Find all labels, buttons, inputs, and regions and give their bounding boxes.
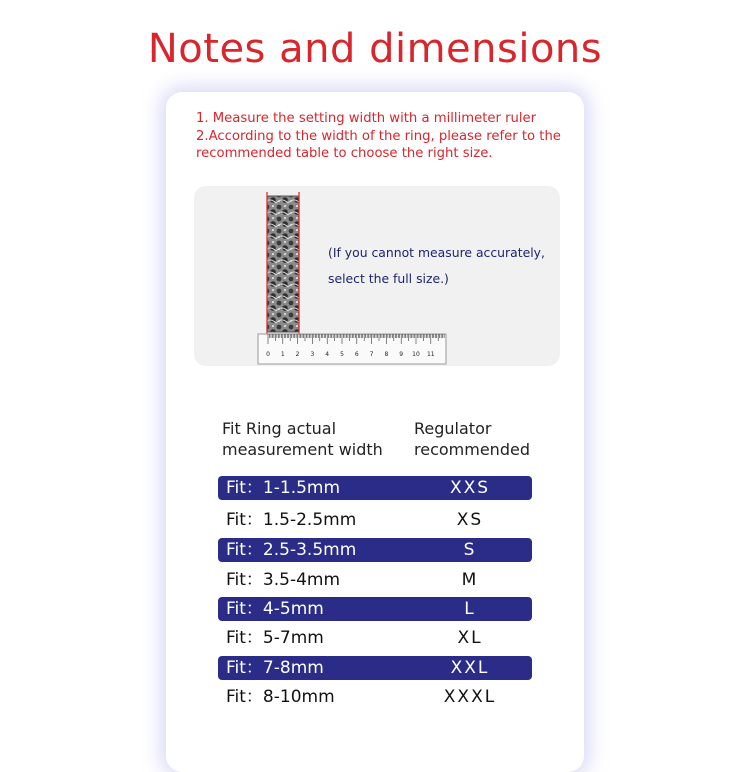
ruler-tick-label: 4 xyxy=(325,351,330,358)
size-row-regulator: XL xyxy=(457,628,483,648)
note-2: 2.According to the width of the ring, please refer to the recommended table to choose the right size. xyxy=(196,129,561,161)
size-row xyxy=(218,656,532,680)
size-row-regulator: XXXL xyxy=(443,687,497,707)
size-row xyxy=(218,508,532,532)
ruler-tick-label: 5 xyxy=(340,351,344,358)
ruler-tick-label: 6 xyxy=(354,351,359,358)
size-row-regulator: XXS xyxy=(449,478,491,498)
header-regulator-line-1: Regulator xyxy=(414,419,492,438)
measure-caption xyxy=(328,240,558,292)
size-row-width: Fit：1.5-2.5mm xyxy=(226,510,357,530)
ruler-tick-label: 1 xyxy=(280,351,285,358)
ruler-tick-label: 2 xyxy=(295,351,300,358)
size-row-regulator: XS xyxy=(456,510,484,530)
size-row xyxy=(218,597,532,621)
ruler-tick-label: 11 xyxy=(426,351,435,358)
size-row-width: Fit：8-10mm xyxy=(226,687,335,707)
ruler-tick-label: 10 xyxy=(412,351,420,358)
caption-line-1: (If you cannot measure accurately, xyxy=(328,245,545,260)
size-row xyxy=(218,568,532,592)
size-row xyxy=(218,626,532,650)
size-row-regulator: L xyxy=(464,599,476,619)
column-header-regulator xyxy=(414,418,530,460)
size-row xyxy=(218,538,532,562)
ruler-tick-label: 3 xyxy=(310,351,315,358)
header-regulator-line-2: recommended xyxy=(414,440,530,459)
page-title: Notes and dimensions xyxy=(147,26,603,72)
ruler-tick-label: 7 xyxy=(369,351,374,358)
size-row-regulator: M xyxy=(461,570,479,590)
column-header-width xyxy=(222,418,383,460)
note-1: 1. Measure the setting width with a millimeter ruler xyxy=(196,111,537,126)
size-row-regulator: XXL xyxy=(450,658,490,678)
ruler-tick-label: 0 xyxy=(266,351,270,358)
ring-band xyxy=(267,196,299,332)
header-width-line-2: measurement width xyxy=(222,440,383,459)
size-row-width: Fit：5-7mm xyxy=(226,628,324,648)
header-width-line-1: Fit Ring actual xyxy=(222,419,337,438)
ruler-tick-label: 8 xyxy=(384,351,389,358)
size-row-regulator: S xyxy=(463,540,477,560)
ruler xyxy=(258,334,446,364)
size-row-width: Fit：4-5mm xyxy=(226,599,324,619)
size-row-width: Fit：2.5-3.5mm xyxy=(226,540,357,560)
size-row-width: Fit：7-8mm xyxy=(226,658,324,678)
size-row-width: Fit：3.5-4mm xyxy=(226,570,341,590)
ruler-tick-label: 9 xyxy=(399,351,404,358)
size-row xyxy=(218,685,532,709)
size-row-width: Fit：1-1.5mm xyxy=(226,478,341,498)
size-row xyxy=(218,476,532,500)
caption-line-2: select the full size.) xyxy=(328,271,449,286)
